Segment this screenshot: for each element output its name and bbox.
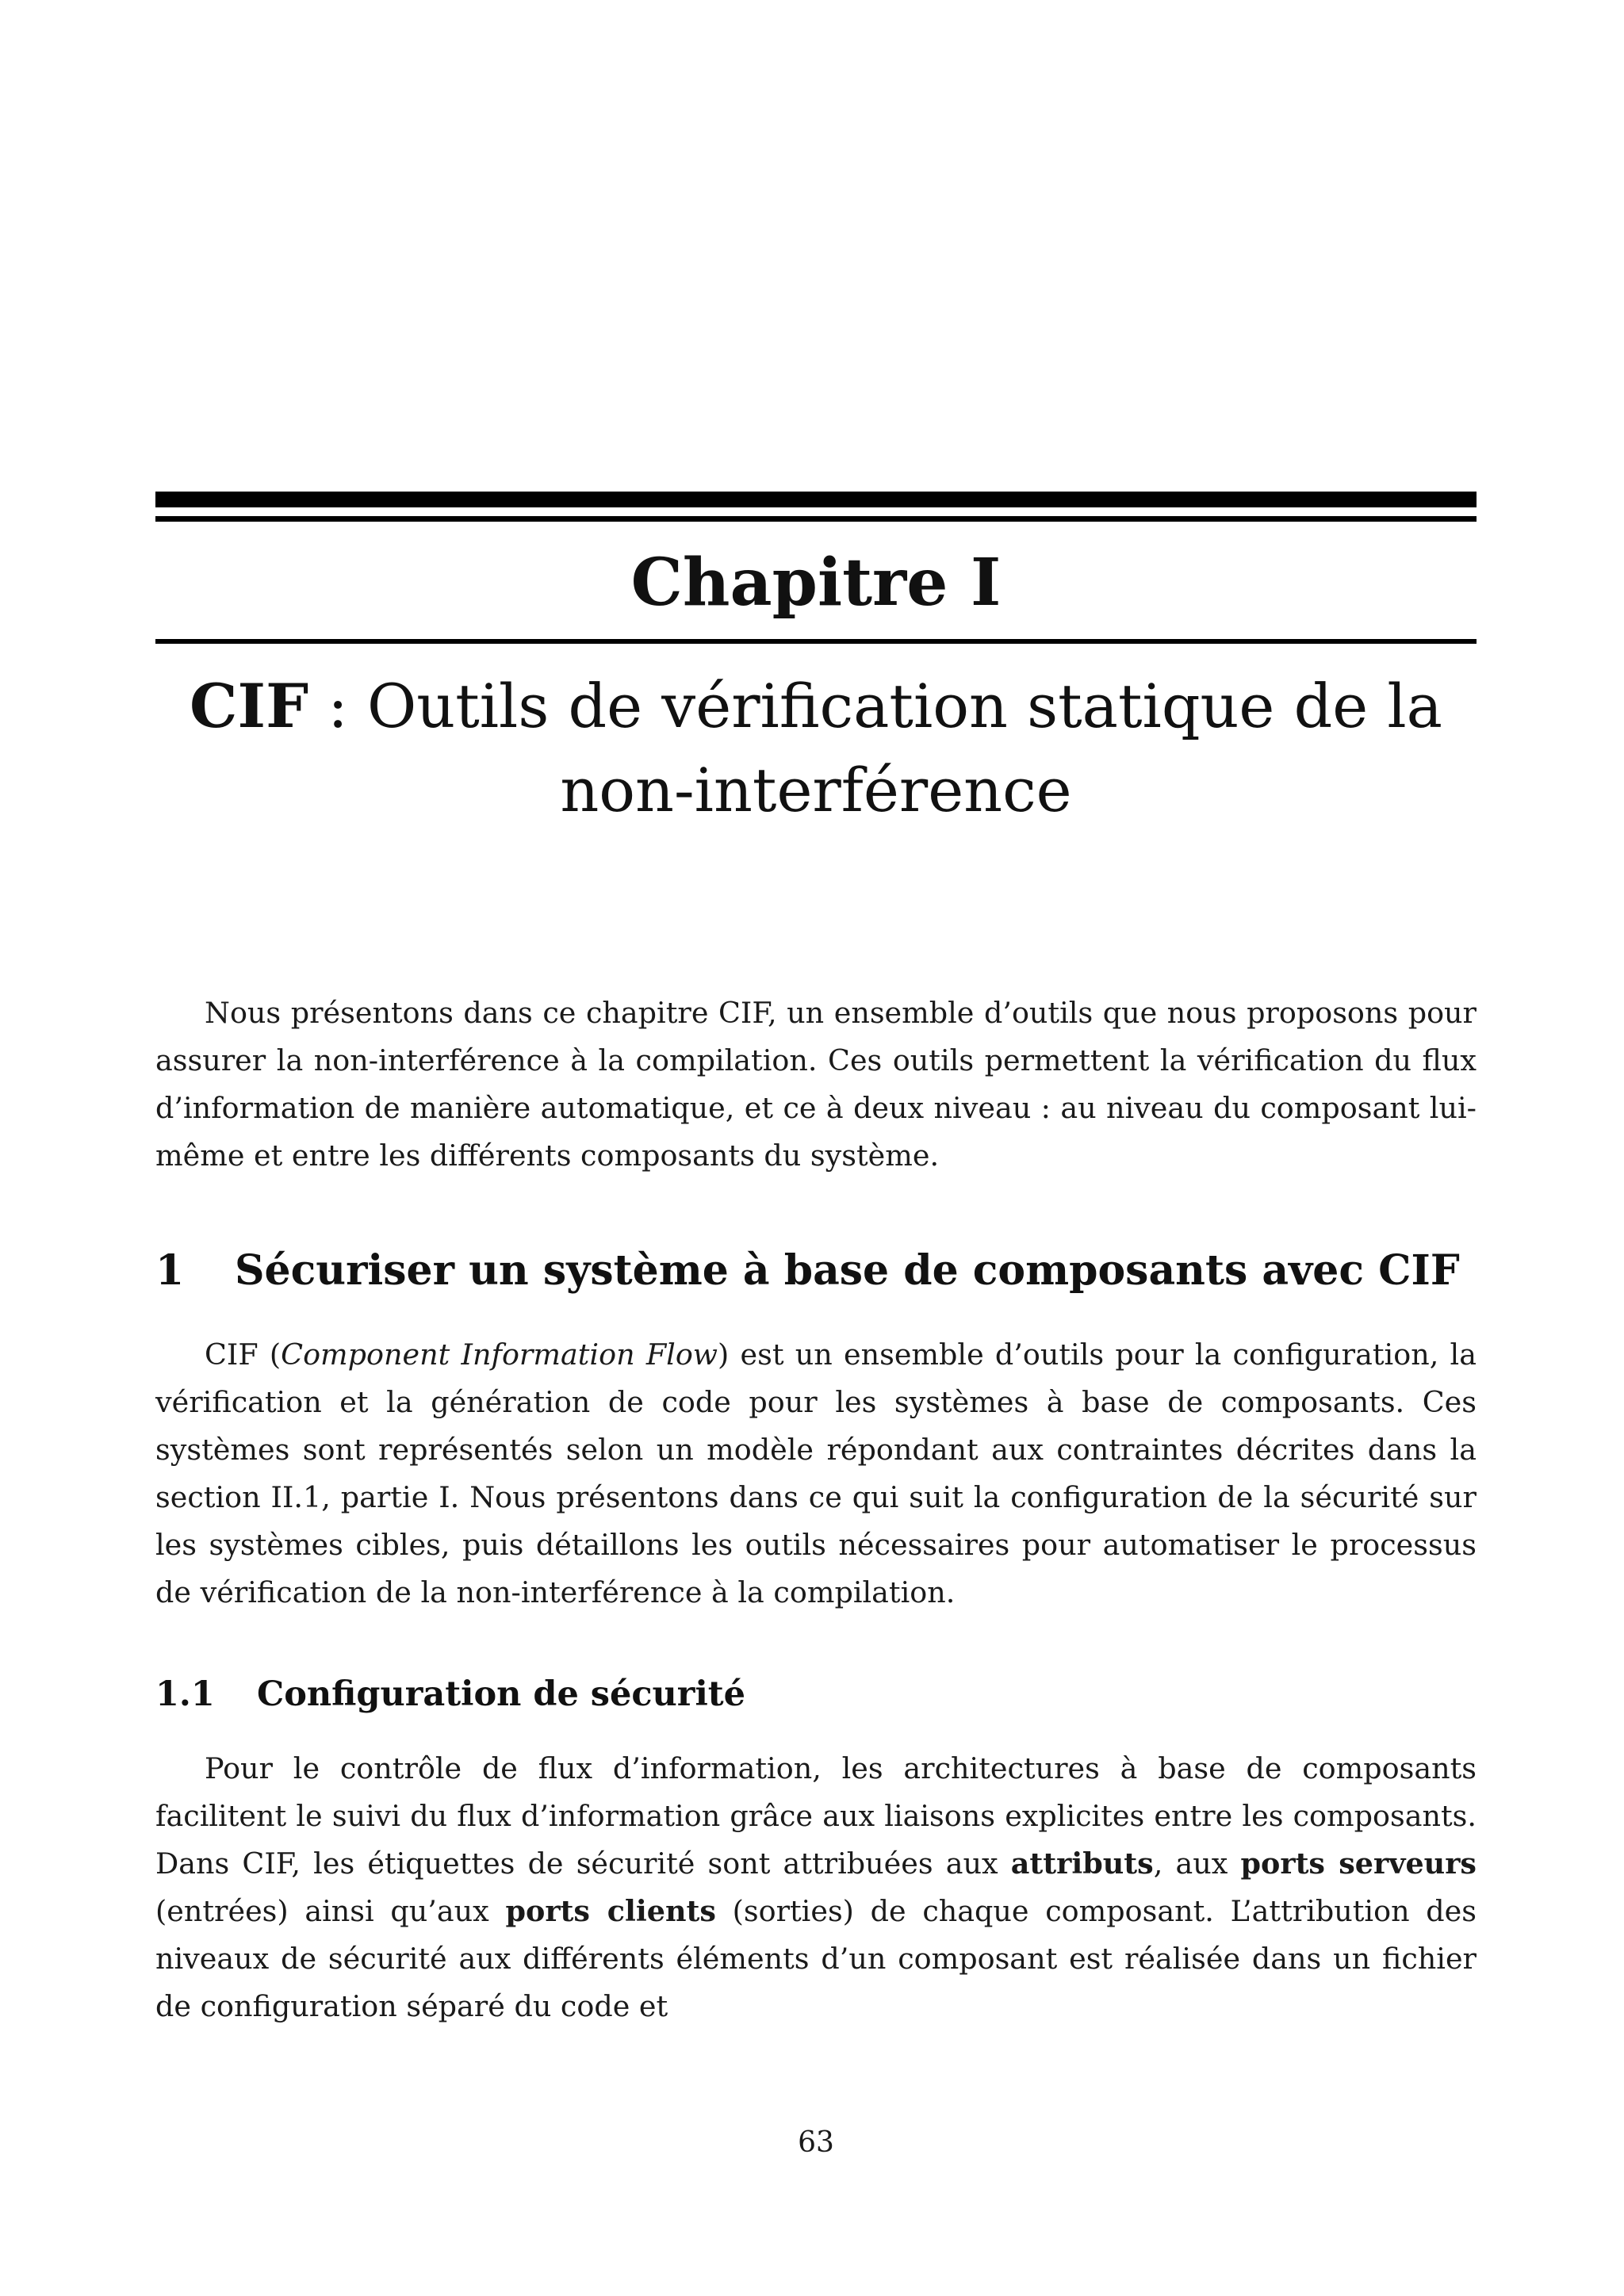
chapter-title-text: : Outils de vérification statique de la non-interférence (308, 671, 1442, 825)
chapter-title (155, 664, 1477, 832)
section-text-part: ) est un ensemble d’outils pour la configuration, la vérification et la génération de code pour les systèmes à base de composants. Ces systèmes sont représentés selon un modèle répondant aux contraintes décrites dans la section II.1, partie I. Nous présentons dans ce qui suit la configuration de la sécurité sur les systèmes cibles, puis détaillons les outils nécessaires pour automatiser le processus de vérification de la non-interférence à la compilation. (155, 1337, 1477, 1609)
bold-ports-serveurs: ports serveurs (1240, 1846, 1477, 1881)
subsection-text-part: (entrées) ainsi qu’aux (155, 1894, 506, 1928)
subsection-number: 1.1 (155, 1674, 215, 1714)
chapter-rule-bottom (155, 639, 1477, 644)
subsection-heading (155, 1668, 1477, 1720)
subsection-text-part: , aux (1153, 1846, 1241, 1881)
page-number: 63 (798, 2126, 834, 2159)
bold-ports-clients: ports clients (505, 1894, 716, 1928)
chapter-title-acronym: CIF (190, 671, 309, 741)
section-number: 1 (155, 1246, 185, 1295)
intro-paragraph (155, 989, 1477, 1180)
section-text-part: CIF ( (205, 1337, 282, 1372)
chapter-rule-top-thick (155, 492, 1477, 507)
chapter-label: Chapitre I (630, 545, 1002, 621)
subsection-text-part: (sorties) de chaque composant. L’attribution des niveaux de sécurité aux différents éléments d’un composant est réalisée dans un fichier de configuration séparé du code et (155, 1894, 1477, 2023)
subsection-text-part: Pour le contrôle de flux d’information, les architectures à base de composants facilitent le suivi du flux d’information grâce aux liaisons explicites entre les composants. Dans CIF, les étiquettes de sécurité sont attribuées aux (155, 1751, 1477, 1881)
bold-attributs: attributs (1010, 1846, 1154, 1881)
subsection-title: Configuration de sécurité (257, 1674, 746, 1714)
section-title: Sécuriser un système à base de composants avec CIF (235, 1246, 1460, 1295)
section-paragraph (155, 1331, 1477, 1617)
document-page (155, 0, 1477, 2296)
section-text-italic: Component Information Flow (281, 1337, 718, 1372)
chapter-rule-top-thin (155, 516, 1477, 522)
intro-text: Nous présentons dans ce chapitre CIF, un ensemble d’outils que nous proposons pour assurer la non-interférence à la compilation. Ces outils permettent la vérification du flux d’information de manière automatique, et ce à deux niveau : au niveau du composant lui-même et entre les différents composants du système. (155, 996, 1477, 1173)
section-heading (155, 1241, 1477, 1301)
subsection-paragraph (155, 1745, 1477, 2030)
